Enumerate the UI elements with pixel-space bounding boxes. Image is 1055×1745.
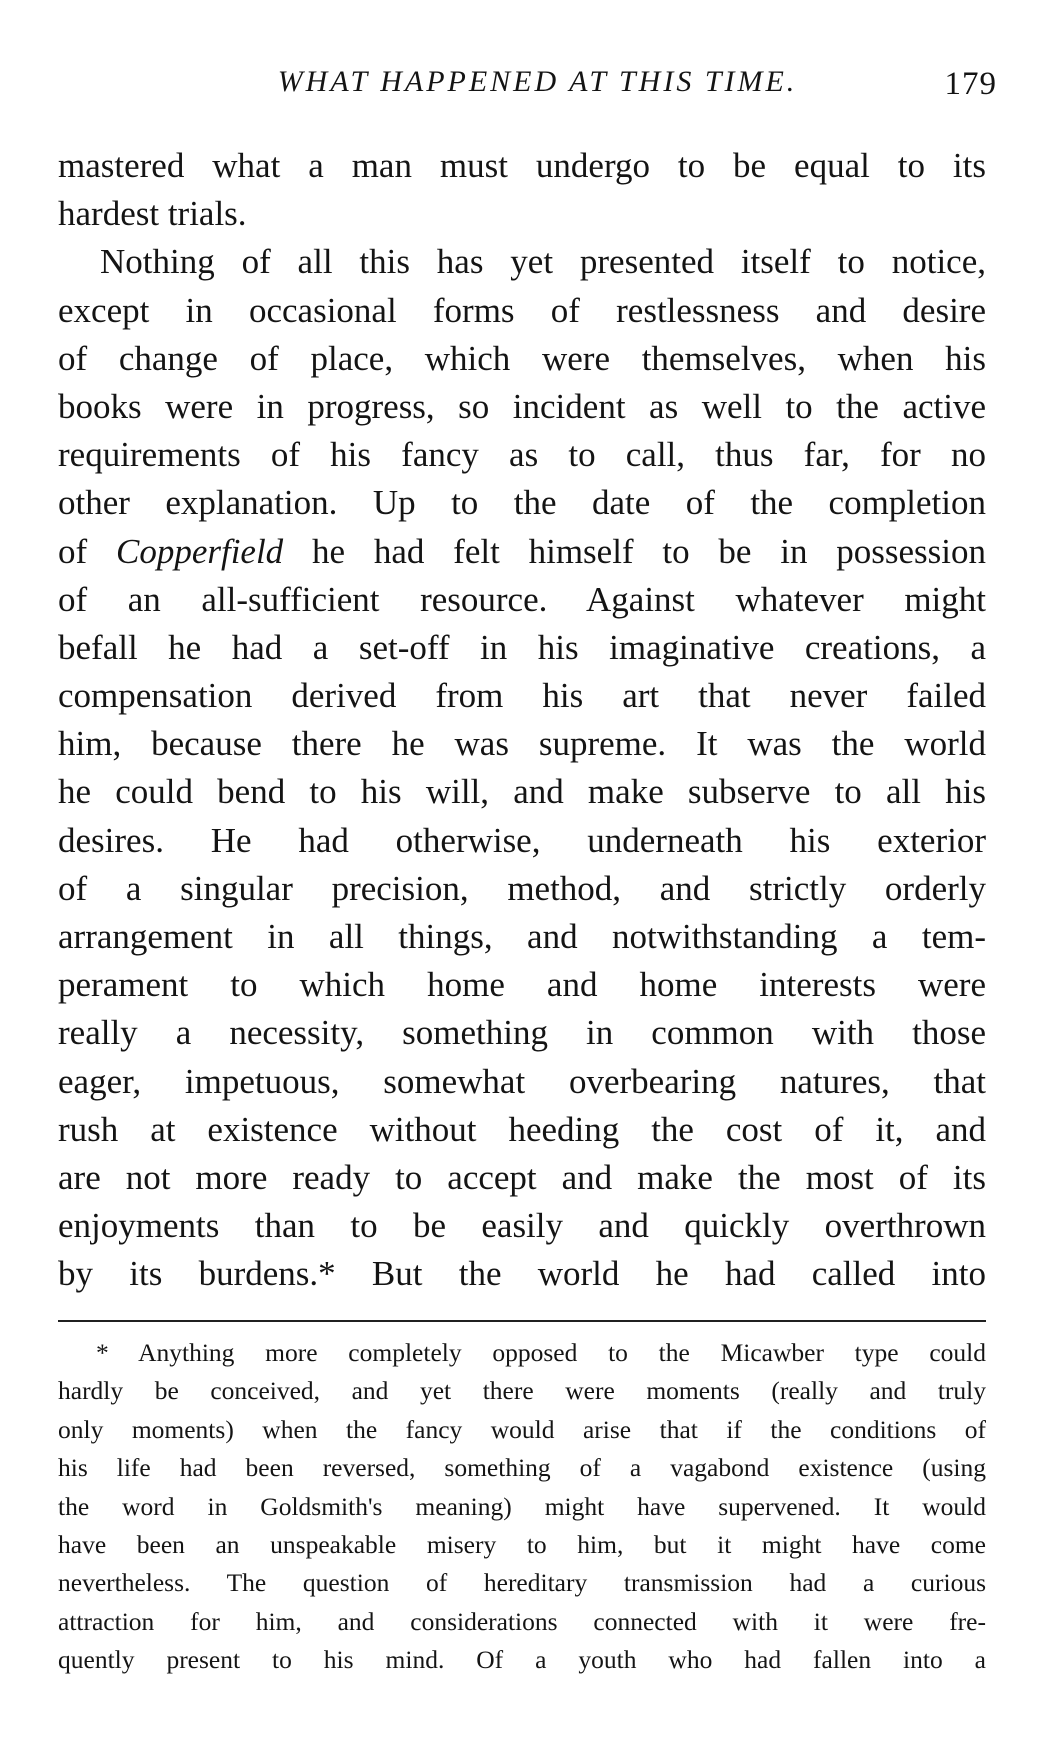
body-line: Nothing of all this has yet presented itself to notice, [100,242,986,282]
body-line: of change of place, which were themselves, when his [58,338,986,378]
body-line: requirements of his fancy as to call, thus far, for no [58,435,986,475]
body-line: mastered what a man must undergo to be equal to its [58,146,986,185]
body-line: he could bend to his will, and make subserve to all his [58,772,986,812]
body-line: perament to which home and home interests were [58,965,986,1005]
body-line: by its burdens.* But the world he had called into [58,1254,986,1294]
body-line: really a necessity, something in common with those [58,1013,986,1053]
footnote-line: hardly be conceived, and yet there were moments (really and truly [58,1376,986,1406]
book-title-copperfield: Copperfield [115,531,284,571]
body-line-start: of [58,531,88,571]
body-text [58,142,986,1299]
body-line: except in occasional forms of restlessness and desire [58,290,986,330]
body-line: him, because there he was supreme. It was the world [58,724,986,764]
body-line: hardest trials. [58,194,247,234]
body-line: are not more ready to accept and make the most of its [58,1157,986,1197]
body-line: books were in progress, so incident as well to the active [58,386,986,426]
body-line [58,528,986,576]
footnote-line: only moments) when the fancy would arise that if the conditions of [58,1414,986,1444]
body-line: compensation derived from his art that never failed [58,676,986,716]
footnote-rule [58,1320,986,1322]
footnote-line: quently present to his mind. Of a youth who had fallen into a [58,1645,986,1675]
footnote-line: nevertheless. The question of hereditary transmission had a curious [58,1568,986,1598]
body-line: arrangement in all things, and notwithstanding a tem- [58,917,986,956]
footnote-line: have been an unspeakable misery to him, but it might have come [58,1529,986,1559]
body-line: befall he had a set-off in his imaginative creations, a [58,627,986,667]
footnote [58,1334,986,1680]
body-line: desires. He had otherwise, underneath his exterior [58,820,986,860]
body-line: enjoyments than to be easily and quickly overthrown [58,1206,986,1246]
body-line: of an all-sufficient resource. Against whatever might [58,579,986,619]
running-head [58,58,997,106]
body-line: rush at existence without heeding the cost of it, and [58,1109,986,1149]
body-line: of a singular precision, method, and strictly orderly [58,868,986,908]
page-number: 179 [944,66,997,102]
body-line: other explanation. Up to the date of the completion [58,483,986,523]
footnote-line: * Anything more completely opposed to the Micawber type could [96,1338,986,1367]
running-title: WHAT HAPPENED AT THIS TIME. [277,65,798,98]
footnote-line: attraction for him, and considerations connected with it were fre- [58,1606,986,1636]
footnote-line: his life had been reversed, something of a vagabond existence (using [58,1453,986,1483]
footnote-line: the word in Goldsmith's meaning) might have supervened. It would [58,1491,986,1521]
body-line-end: he had felt himself to be in possession [312,531,987,571]
body-line: eager, impetuous, somewhat overbearing natures, that [58,1061,986,1101]
